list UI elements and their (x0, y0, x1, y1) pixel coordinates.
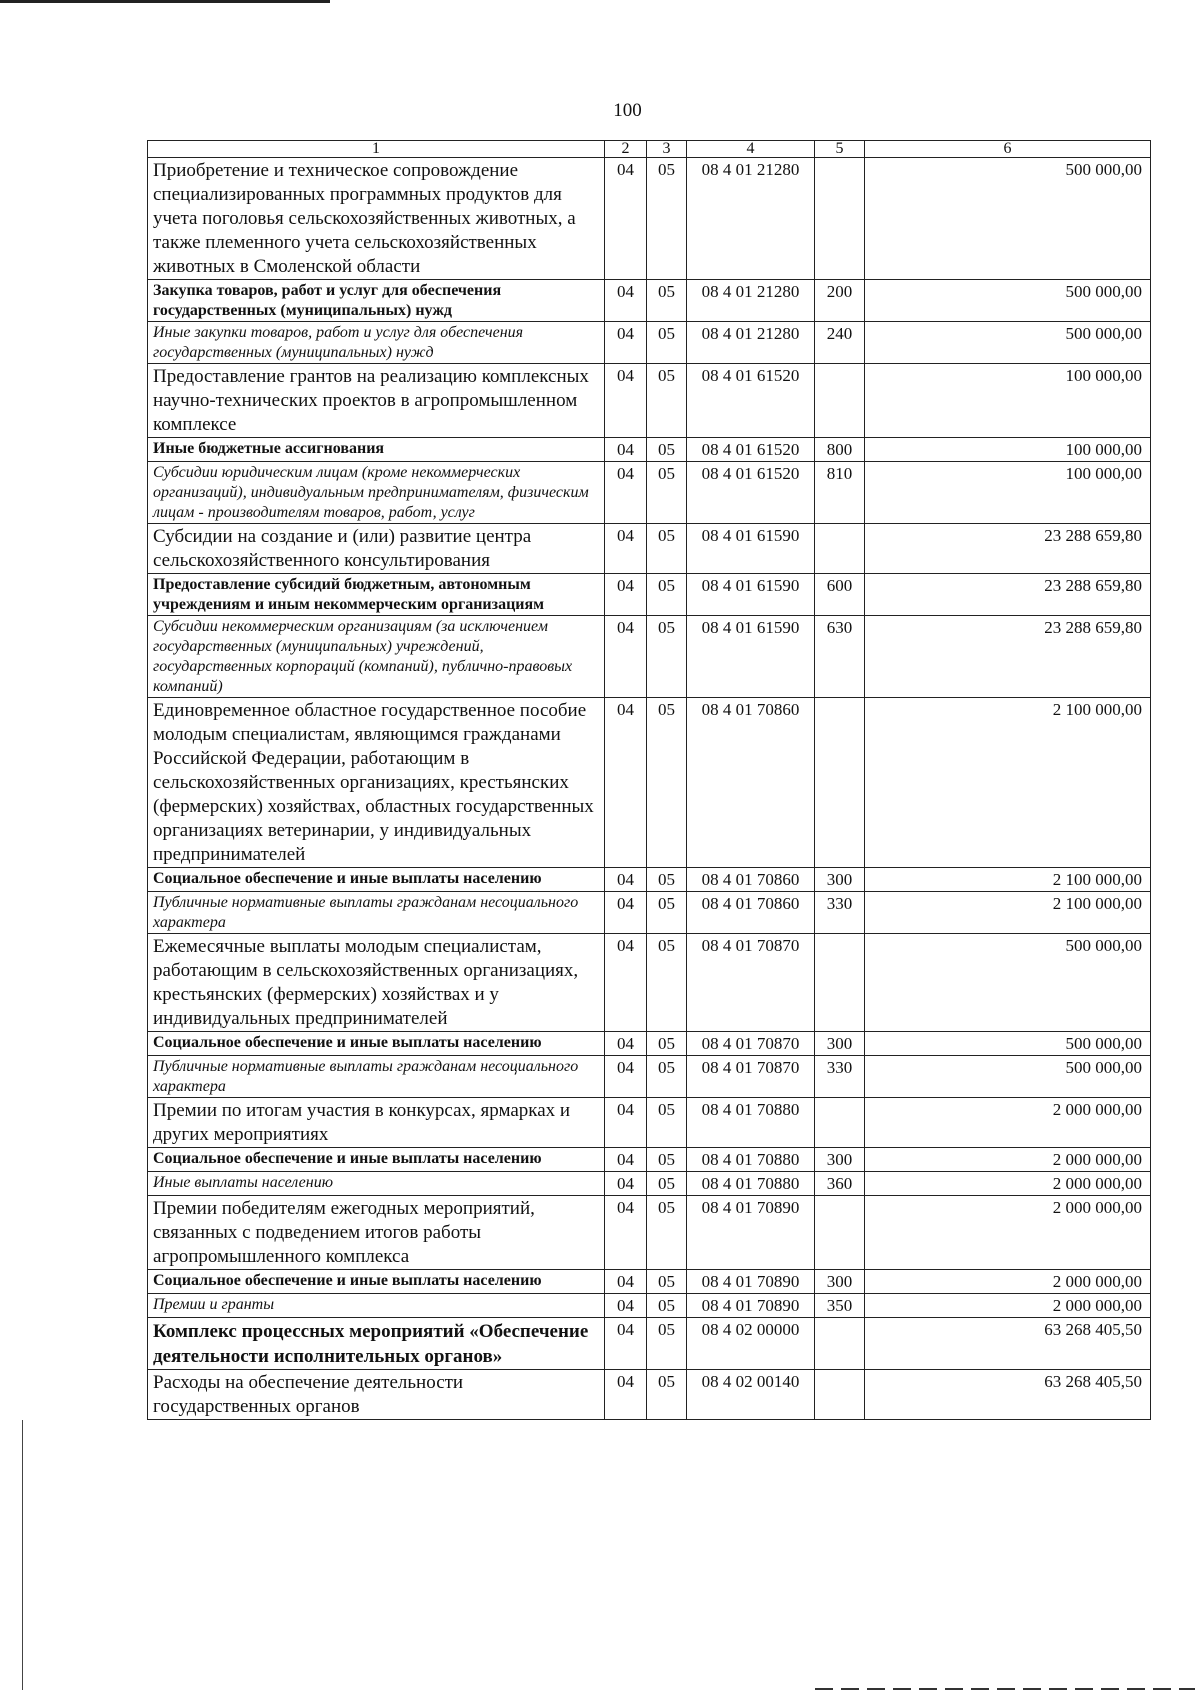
row-section-cell: 04 (605, 1098, 647, 1148)
row-section-cell: 04 (605, 1056, 647, 1098)
row-amount-cell: 2 000 000,00 (865, 1270, 1151, 1294)
table-row (148, 1056, 1151, 1098)
row-subsection-cell: 05 (647, 1032, 687, 1056)
row-amount-cell: 2 100 000,00 (865, 892, 1151, 934)
row-target-article-cell: 08 4 01 70870 (687, 1056, 815, 1098)
row-amount-cell: 63 268 405,50 (865, 1318, 1151, 1370)
row-section-cell: 04 (605, 868, 647, 892)
row-target-article-cell: 08 4 02 00000 (687, 1318, 815, 1370)
row-section-cell: 04 (605, 158, 647, 280)
row-subsection-cell: 05 (647, 158, 687, 280)
row-expense-type-cell (815, 524, 865, 574)
table-row (148, 1294, 1151, 1318)
row-section-cell: 04 (605, 1270, 647, 1294)
table-row (148, 616, 1151, 698)
row-expense-type-cell: 240 (815, 322, 865, 364)
row-expense-type-cell (815, 934, 865, 1032)
row-name-cell: Социальное обеспечение и иные выплаты населению (148, 1032, 605, 1056)
table-row (148, 322, 1151, 364)
row-expense-type-cell: 350 (815, 1294, 865, 1318)
row-target-article-cell: 08 4 01 70890 (687, 1196, 815, 1270)
row-amount-cell: 500 000,00 (865, 158, 1151, 280)
row-amount-cell: 500 000,00 (865, 1032, 1151, 1056)
row-expense-type-cell: 360 (815, 1172, 865, 1196)
row-subsection-cell: 05 (647, 1318, 687, 1370)
row-target-article-cell: 08 4 01 70860 (687, 868, 815, 892)
row-target-article-cell: 08 4 01 21280 (687, 322, 815, 364)
table-row (148, 462, 1151, 524)
row-expense-type-cell (815, 158, 865, 280)
row-expense-type-cell: 330 (815, 892, 865, 934)
row-amount-cell: 100 000,00 (865, 364, 1151, 438)
header-cell-expense-type: 5 (815, 141, 865, 158)
table-row (148, 1148, 1151, 1172)
row-subsection-cell: 05 (647, 1098, 687, 1148)
page-number: 100 (613, 100, 642, 121)
row-subsection-cell: 05 (647, 1270, 687, 1294)
row-subsection-cell: 05 (647, 574, 687, 616)
row-target-article-cell: 08 4 01 70860 (687, 698, 815, 868)
row-amount-cell: 63 268 405,50 (865, 1370, 1151, 1420)
row-target-article-cell: 08 4 01 61590 (687, 616, 815, 698)
row-name-cell: Иные закупки товаров, работ и услуг для обеспечения государственных (муниципальных) нужд (148, 322, 605, 364)
row-name-cell: Премии победителям ежегодных мероприятий, связанных с подведением итогов работы агропромышленного комплекса (148, 1196, 605, 1270)
row-subsection-cell: 05 (647, 1148, 687, 1172)
row-subsection-cell: 05 (647, 462, 687, 524)
row-amount-cell: 100 000,00 (865, 462, 1151, 524)
row-target-article-cell: 08 4 01 70880 (687, 1098, 815, 1148)
row-name-cell: Публичные нормативные выплаты гражданам несоциального характера (148, 1056, 605, 1098)
row-expense-type-cell (815, 698, 865, 868)
row-target-article-cell: 08 4 01 61520 (687, 462, 815, 524)
row-section-cell: 04 (605, 438, 647, 462)
row-name-cell: Ежемесячные выплаты молодым специалистам, работающим в сельскохозяйственных организациях, крестьянских (фермерских) хозяйствах и у индивидуальных предпринимателей (148, 934, 605, 1032)
row-target-article-cell: 08 4 01 70890 (687, 1294, 815, 1318)
row-name-cell: Субсидии юридическим лицам (кроме некоммерческих организаций), индивидуальным предпринимателям, физическим лицам - производителям товаров, работ, услуг (148, 462, 605, 524)
row-target-article-cell: 08 4 01 61590 (687, 574, 815, 616)
row-subsection-cell: 05 (647, 934, 687, 1032)
row-section-cell: 04 (605, 1172, 647, 1196)
row-name-cell: Субсидии некоммерческим организациям (за исключением государственных (муниципальных) учреждений, государственных корпораций (компаний), публично-правовых компаний) (148, 616, 605, 698)
row-name-cell: Приобретение и техническое сопровождение специализированных программных продуктов для учета поголовья сельскохозяйственных животных, а также племенного учета сельскохозяйственных животных в Смоленской области (148, 158, 605, 280)
row-subsection-cell: 05 (647, 1056, 687, 1098)
row-subsection-cell: 05 (647, 524, 687, 574)
row-amount-cell: 2 000 000,00 (865, 1294, 1151, 1318)
row-target-article-cell: 08 4 01 61520 (687, 438, 815, 462)
row-amount-cell: 2 000 000,00 (865, 1196, 1151, 1270)
row-expense-type-cell (815, 1318, 865, 1370)
row-target-article-cell: 08 4 01 70880 (687, 1172, 815, 1196)
row-section-cell: 04 (605, 462, 647, 524)
row-section-cell: 04 (605, 1370, 647, 1420)
row-subsection-cell: 05 (647, 280, 687, 322)
row-amount-cell: 23 288 659,80 (865, 616, 1151, 698)
row-subsection-cell: 05 (647, 616, 687, 698)
row-subsection-cell: 05 (647, 1196, 687, 1270)
row-expense-type-cell: 300 (815, 1032, 865, 1056)
row-section-cell: 04 (605, 322, 647, 364)
row-section-cell: 04 (605, 364, 647, 438)
row-section-cell: 04 (605, 574, 647, 616)
row-name-cell: Расходы на обеспечение деятельности государственных органов (148, 1370, 605, 1420)
table-row (148, 574, 1151, 616)
table-row (148, 1318, 1151, 1370)
row-amount-cell: 500 000,00 (865, 280, 1151, 322)
row-amount-cell: 23 288 659,80 (865, 524, 1151, 574)
row-amount-cell: 2 100 000,00 (865, 868, 1151, 892)
table-row (148, 934, 1151, 1032)
row-expense-type-cell (815, 1370, 865, 1420)
row-subsection-cell: 05 (647, 1370, 687, 1420)
row-name-cell: Комплекс процессных мероприятий «Обеспечение деятельности исполнительных органов» (148, 1318, 605, 1370)
header-cell-subsection: 3 (647, 141, 687, 158)
header-cell-section: 2 (605, 141, 647, 158)
row-target-article-cell: 08 4 01 21280 (687, 280, 815, 322)
row-amount-cell: 500 000,00 (865, 934, 1151, 1032)
table-header-row (148, 141, 1151, 158)
row-subsection-cell: 05 (647, 364, 687, 438)
row-section-cell: 04 (605, 934, 647, 1032)
row-amount-cell: 2 100 000,00 (865, 698, 1151, 868)
table-row (148, 1370, 1151, 1420)
row-expense-type-cell (815, 364, 865, 438)
row-section-cell: 04 (605, 1032, 647, 1056)
row-subsection-cell: 05 (647, 868, 687, 892)
budget-table-body (148, 141, 1151, 1420)
row-amount-cell: 2 000 000,00 (865, 1148, 1151, 1172)
row-target-article-cell: 08 4 01 70860 (687, 892, 815, 934)
row-section-cell: 04 (605, 1318, 647, 1370)
row-expense-type-cell (815, 1098, 865, 1148)
row-amount-cell: 2 000 000,00 (865, 1172, 1151, 1196)
table-row (148, 438, 1151, 462)
row-section-cell: 04 (605, 280, 647, 322)
row-section-cell: 04 (605, 892, 647, 934)
row-amount-cell: 500 000,00 (865, 1056, 1151, 1098)
row-amount-cell: 23 288 659,80 (865, 574, 1151, 616)
row-target-article-cell: 08 4 01 70870 (687, 1032, 815, 1056)
row-target-article-cell: 08 4 02 00140 (687, 1370, 815, 1420)
row-name-cell: Иные бюджетные ассигнования (148, 438, 605, 462)
row-name-cell: Субсидии на создание и (или) развитие центра сельскохозяйственного консультирования (148, 524, 605, 574)
row-expense-type-cell: 600 (815, 574, 865, 616)
row-target-article-cell: 08 4 01 70870 (687, 934, 815, 1032)
row-expense-type-cell (815, 1196, 865, 1270)
row-expense-type-cell: 300 (815, 1270, 865, 1294)
header-cell-target-article: 4 (687, 141, 815, 158)
row-name-cell: Публичные нормативные выплаты гражданам несоциального характера (148, 892, 605, 934)
row-amount-cell: 500 000,00 (865, 322, 1151, 364)
row-name-cell: Премии по итогам участия в конкурсах, ярмарках и других мероприятиях (148, 1098, 605, 1148)
row-expense-type-cell: 330 (815, 1056, 865, 1098)
row-section-cell: 04 (605, 698, 647, 868)
scan-artifact-left-line (22, 1420, 23, 1690)
budget-table (147, 140, 1151, 1420)
row-name-cell: Социальное обеспечение и иные выплаты населению (148, 1270, 605, 1294)
table-row (148, 524, 1151, 574)
row-section-cell: 04 (605, 1148, 647, 1172)
table-row (148, 868, 1151, 892)
row-subsection-cell: 05 (647, 1294, 687, 1318)
table-row (148, 1032, 1151, 1056)
scan-artifact-bottom-dashes (815, 1688, 1195, 1690)
row-target-article-cell: 08 4 01 61520 (687, 364, 815, 438)
table-row (148, 280, 1151, 322)
row-expense-type-cell: 630 (815, 616, 865, 698)
row-subsection-cell: 05 (647, 438, 687, 462)
row-section-cell: 04 (605, 524, 647, 574)
row-name-cell: Иные выплаты населению (148, 1172, 605, 1196)
row-amount-cell: 100 000,00 (865, 438, 1151, 462)
row-section-cell: 04 (605, 1294, 647, 1318)
row-name-cell: Социальное обеспечение и иные выплаты населению (148, 868, 605, 892)
row-amount-cell: 2 000 000,00 (865, 1098, 1151, 1148)
table-row (148, 364, 1151, 438)
header-cell-amount: 6 (865, 141, 1151, 158)
row-name-cell: Предоставление грантов на реализацию комплексных научно-технических проектов в агропромышленном комплексе (148, 364, 605, 438)
row-name-cell: Единовременное областное государственное пособие молодым специалистам, являющимся гражданами Российской Федерации, работающим в сельскохозяйственных организациях, крестьянских (фермерских) хозяйствах, областных государственных организациях ветеринарии, у индивидуальных предпринимателей (148, 698, 605, 868)
row-expense-type-cell: 300 (815, 1148, 865, 1172)
table-row (148, 1196, 1151, 1270)
row-subsection-cell: 05 (647, 892, 687, 934)
row-section-cell: 04 (605, 1196, 647, 1270)
row-subsection-cell: 05 (647, 322, 687, 364)
row-section-cell: 04 (605, 616, 647, 698)
table-row (148, 892, 1151, 934)
row-subsection-cell: 05 (647, 1172, 687, 1196)
table-row (148, 698, 1151, 868)
row-expense-type-cell: 200 (815, 280, 865, 322)
row-name-cell: Закупка товаров, работ и услуг для обеспечения государственных (муниципальных) нужд (148, 280, 605, 322)
table-row (148, 1172, 1151, 1196)
table-row (148, 158, 1151, 280)
row-target-article-cell: 08 4 01 70880 (687, 1148, 815, 1172)
row-expense-type-cell: 300 (815, 868, 865, 892)
row-subsection-cell: 05 (647, 698, 687, 868)
row-name-cell: Предоставление субсидий бюджетным, автономным учреждениям и иным некоммерческим организациям (148, 574, 605, 616)
row-target-article-cell: 08 4 01 61590 (687, 524, 815, 574)
table-row (148, 1270, 1151, 1294)
row-target-article-cell: 08 4 01 70890 (687, 1270, 815, 1294)
scan-artifact-top-line (0, 0, 330, 3)
row-target-article-cell: 08 4 01 21280 (687, 158, 815, 280)
header-cell-name: 1 (148, 141, 605, 158)
row-name-cell: Социальное обеспечение и иные выплаты населению (148, 1148, 605, 1172)
row-name-cell: Премии и гранты (148, 1294, 605, 1318)
row-expense-type-cell: 810 (815, 462, 865, 524)
table-row (148, 1098, 1151, 1148)
row-expense-type-cell: 800 (815, 438, 865, 462)
